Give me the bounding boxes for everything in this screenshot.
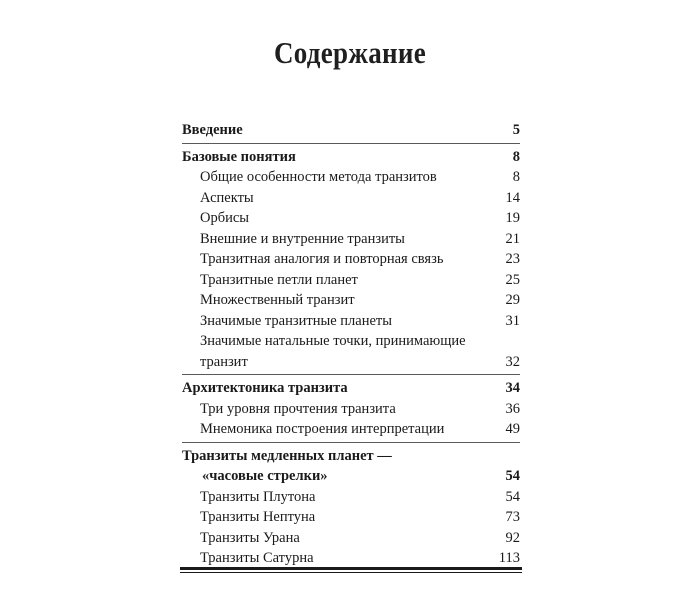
toc-entry-label bbox=[182, 331, 466, 372]
toc-section-architectonics[interactable] bbox=[182, 378, 520, 399]
toc-entry-label-line: Транзиты медленных планет — bbox=[182, 447, 392, 464]
toc-subsection[interactable] bbox=[182, 507, 520, 528]
toc-entry-label: Транзиты Плутона bbox=[200, 488, 316, 505]
toc-page-number: 73 bbox=[505, 509, 520, 525]
bottom-double-rule bbox=[180, 567, 522, 573]
toc-entry-label: Транзиты Нептуна bbox=[200, 509, 316, 525]
toc-entry-label bbox=[182, 446, 392, 487]
toc-page-number: 49 bbox=[505, 421, 520, 437]
toc-page-number: 54 bbox=[505, 488, 520, 505]
toc-subsection[interactable] bbox=[182, 249, 520, 270]
toc-page-number: 21 bbox=[505, 230, 520, 247]
toc-entry-label-line: «часовые стрелки» bbox=[202, 468, 328, 484]
toc-subsection[interactable] bbox=[182, 487, 520, 508]
toc-page-number: 8 bbox=[512, 169, 520, 185]
toc-page-number: 19 bbox=[505, 210, 520, 226]
bottom-rule-thin-line bbox=[180, 572, 522, 573]
toc-entry-label: Значимые транзитные планеты bbox=[200, 312, 392, 329]
toc-entry-label-line: транзит bbox=[200, 353, 248, 370]
toc-subsection[interactable] bbox=[182, 290, 520, 311]
toc-entry-label: Множественный транзит bbox=[200, 292, 355, 308]
toc-entry-label: Три уровня прочтения транзита bbox=[200, 400, 396, 417]
toc-subsection[interactable] bbox=[182, 208, 520, 229]
toc-subsection[interactable] bbox=[182, 419, 520, 440]
toc-page-number: 31 bbox=[505, 312, 520, 329]
toc-page-number: 5 bbox=[512, 122, 520, 138]
toc-entry-label: Транзитная аналогия и повторная связь bbox=[200, 251, 444, 267]
toc-page-number: 8 bbox=[512, 148, 520, 165]
toc-entry-label: Архитектоника транзита bbox=[182, 380, 348, 396]
toc-page-number: 32 bbox=[505, 353, 520, 370]
toc-subsection[interactable] bbox=[182, 229, 520, 250]
toc-subsection[interactable] bbox=[182, 270, 520, 291]
toc-entry-label: Введение bbox=[182, 122, 243, 138]
toc-entry-label: Внешние и внутренние транзиты bbox=[200, 230, 405, 247]
toc-subsection[interactable] bbox=[182, 167, 520, 188]
toc-subsection[interactable] bbox=[182, 311, 520, 332]
toc-page-number: 92 bbox=[505, 529, 520, 546]
section-divider bbox=[182, 374, 520, 375]
toc-entry-label: Аспекты bbox=[200, 189, 254, 206]
toc-section-basic-concepts[interactable] bbox=[182, 147, 520, 168]
toc-subsection[interactable] bbox=[182, 331, 520, 372]
toc-section-slow-planets[interactable] bbox=[182, 446, 520, 487]
toc-entry-label: Базовые понятия bbox=[182, 148, 296, 165]
toc-page-number: 23 bbox=[505, 251, 520, 267]
toc-page-number: 25 bbox=[505, 271, 520, 288]
toc-page-number: 34 bbox=[505, 380, 520, 396]
section-divider bbox=[182, 442, 520, 443]
toc-entry-label: Мнемоника построения интерпретации bbox=[200, 421, 445, 437]
toc-page-number: 113 bbox=[498, 550, 520, 566]
section-divider bbox=[182, 143, 520, 144]
toc-entry-label: Общие особенности метода транзитов bbox=[200, 169, 437, 185]
toc-page-number: 54 bbox=[505, 468, 520, 484]
toc-section-introduction[interactable] bbox=[182, 120, 520, 141]
toc-page-number: 36 bbox=[505, 400, 520, 417]
toc-entry-label: Транзиты Сатурна bbox=[200, 550, 314, 566]
toc-entry-label: Транзиты Урана bbox=[200, 529, 300, 546]
toc-page-number: 14 bbox=[505, 189, 520, 206]
toc-subsection[interactable] bbox=[182, 188, 520, 209]
table-of-contents bbox=[182, 120, 520, 569]
toc-subsection[interactable] bbox=[182, 548, 520, 569]
toc-subsection[interactable] bbox=[182, 399, 520, 420]
toc-entry-label: Транзитные петли планет bbox=[200, 271, 358, 288]
toc-entry-label-line: Значимые натальные точки, принимающие bbox=[200, 333, 466, 349]
toc-subsection[interactable] bbox=[182, 528, 520, 549]
toc-entry-label: Орбисы bbox=[200, 210, 250, 226]
toc-page-number: 29 bbox=[505, 292, 520, 308]
page-title: Содержание bbox=[273, 36, 427, 70]
